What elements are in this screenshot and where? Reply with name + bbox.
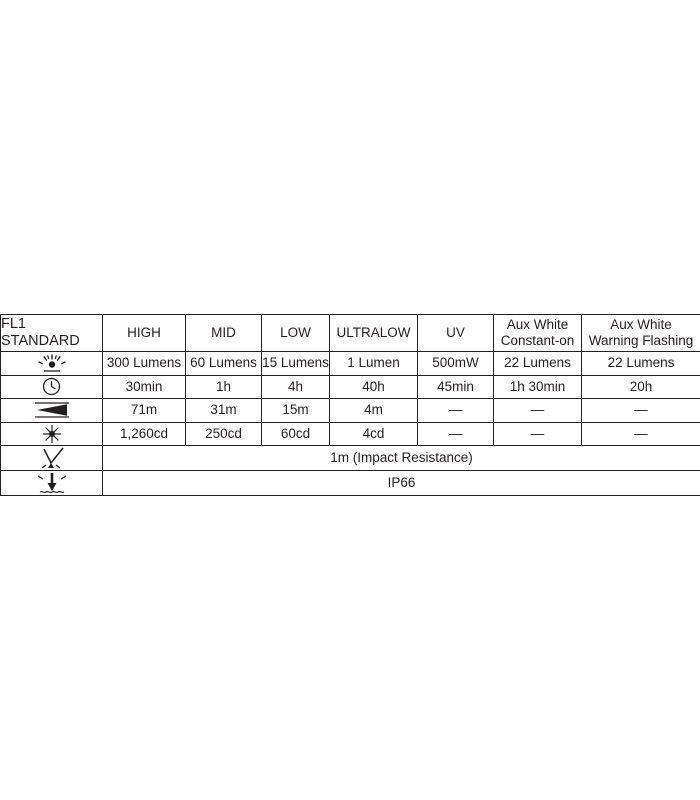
column-header-ultralow: ULTRALOW [330, 315, 418, 352]
table-row [1, 422, 700, 446]
cell-value: — [418, 399, 494, 423]
cell-value: — [418, 422, 494, 446]
row-icon-light-output [1, 352, 103, 376]
cell-value: 4m [330, 399, 418, 423]
cell-value: 15m [262, 399, 330, 423]
cell-value-water-resistance: IP66 [103, 471, 700, 496]
cell-value: 60 Lumens [186, 352, 262, 376]
cell-value: 250cd [186, 422, 262, 446]
cell-value: 31m [186, 399, 262, 423]
cell-value: 40h [330, 375, 418, 399]
table-row [1, 352, 700, 376]
cell-value: 300 Lumens [103, 352, 186, 376]
cell-value: 500mW [418, 352, 494, 376]
cell-value: 1 Lumen [330, 352, 418, 376]
column-header-mid: MID [186, 315, 262, 352]
cell-value: 1,260cd [103, 422, 186, 446]
table-row [1, 471, 700, 496]
row-icon-peak-beam-intensity [1, 422, 103, 446]
row-icon-water-resistance [1, 471, 103, 496]
column-header-aux-white-constant-on-line1: Aux White [506, 317, 569, 333]
column-header-aux-white-warning-flashing [582, 315, 700, 352]
peak-beam-intensity-icon [1, 423, 102, 446]
cell-value: 22 Lumens [582, 352, 700, 376]
row-icon-beam-distance [1, 399, 103, 423]
cell-value: 4cd [330, 422, 418, 446]
column-header-low: LOW [262, 315, 330, 352]
runtime-clock-icon [1, 376, 102, 399]
specification-table [0, 314, 700, 496]
column-header-standard: FL1 STANDARD [1, 315, 103, 352]
row-icon-runtime [1, 375, 103, 399]
cell-value-impact-resistance: 1m (Impact Resistance) [103, 446, 700, 471]
cell-value: 30min [103, 375, 186, 399]
cell-value: — [582, 399, 700, 423]
column-header-aux-white-constant-on [494, 315, 582, 352]
impact-resistance-icon [1, 446, 102, 470]
cell-value: — [494, 399, 582, 423]
cell-value: 1h 30min [494, 375, 582, 399]
beam-distance-icon [1, 399, 102, 422]
table-row [1, 446, 700, 471]
column-header-aux-white-warning-flashing-line2: Warning Flashing [588, 333, 694, 348]
cell-value: — [494, 422, 582, 446]
light-output-icon [1, 352, 102, 375]
cell-value: 20h [582, 375, 700, 399]
water-resistance-icon [1, 471, 102, 495]
table-row [1, 399, 700, 423]
cell-value: — [582, 422, 700, 446]
cell-value: 22 Lumens [494, 352, 582, 376]
cell-value: 1h [186, 375, 262, 399]
cell-value: 60cd [262, 422, 330, 446]
cell-value: 71m [103, 399, 186, 423]
column-header-high: HIGH [103, 315, 186, 352]
table-header-row [1, 315, 700, 352]
cell-value: 4h [262, 375, 330, 399]
column-header-aux-white-constant-on-line2: Constant-on [500, 333, 575, 348]
row-icon-impact-resistance [1, 446, 103, 471]
table-row [1, 375, 700, 399]
column-header-uv: UV [418, 315, 494, 352]
specification-table-container [0, 314, 700, 496]
cell-value: 15 Lumens [262, 352, 330, 376]
cell-value: 45min [418, 375, 494, 399]
column-header-aux-white-warning-flashing-line1: Aux White [610, 317, 672, 333]
